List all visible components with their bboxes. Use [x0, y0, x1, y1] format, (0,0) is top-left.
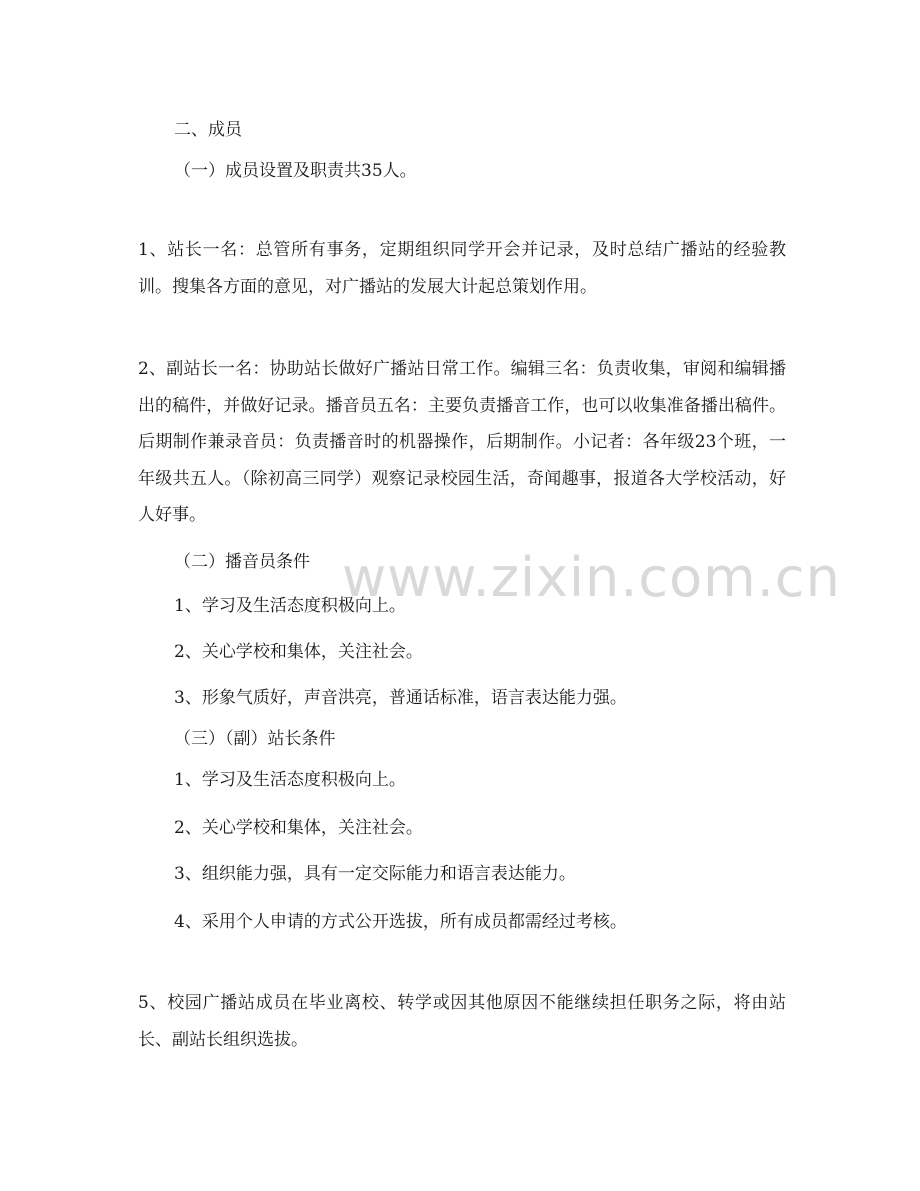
- list-item: 3、形象气质好，声音洪亮，普通话标准，语言表达能力强。: [174, 688, 627, 708]
- list-item: 3、组织能力强，具有一定交际能力和语言表达能力。: [174, 864, 576, 884]
- list-item: 4、采用个人申请的方式公开选拔，所有成员都需经过考核。: [174, 912, 627, 932]
- paragraph: 1、站长一名：总管所有事务，定期组织同学开会并记录，及时总结广播站的经验教训。搜集各方面的意见，对广播站的发展大计起总策划作用。: [138, 240, 786, 297]
- watermark: www.zixin.com.cn: [342, 546, 841, 609]
- paragraph: 5、校园广播站成员在毕业离校、转学或因其他原因不能继续担任职务之际，将由站长、副站长组织选拔。: [138, 993, 786, 1050]
- list-item: 2、关心学校和集体，关注社会。: [174, 818, 423, 838]
- list-item: 2、关心学校和集体，关注社会。: [174, 642, 423, 662]
- subsection-heading: （三）（副）站长条件: [174, 729, 336, 749]
- list-item: 1、学习及生活态度积极向上。: [174, 770, 406, 790]
- subsection-heading: （一）成员设置及职责共35人。: [174, 161, 417, 181]
- section-heading: 二、成员: [174, 120, 242, 140]
- paragraph: 2、副站长一名：协助站长做好广播站日常工作。编辑三名：负责收集，审阅和编辑播出的稿件，并做好记录。播音员五名：主要负责播音工作，也可以收集准备播出稿件。后期制作兼录音员：负责播音时的机器操作，后期制作。小记者：各年级23个班，一年级共五人。（除初高三同学）观察记录校园生活，奇闻趣事，报道各大学校活动，好人好事。: [138, 359, 786, 525]
- list-item: 1、学习及生活态度积极向上。: [174, 596, 406, 616]
- subsection-heading: （二）播音员条件: [174, 552, 310, 572]
